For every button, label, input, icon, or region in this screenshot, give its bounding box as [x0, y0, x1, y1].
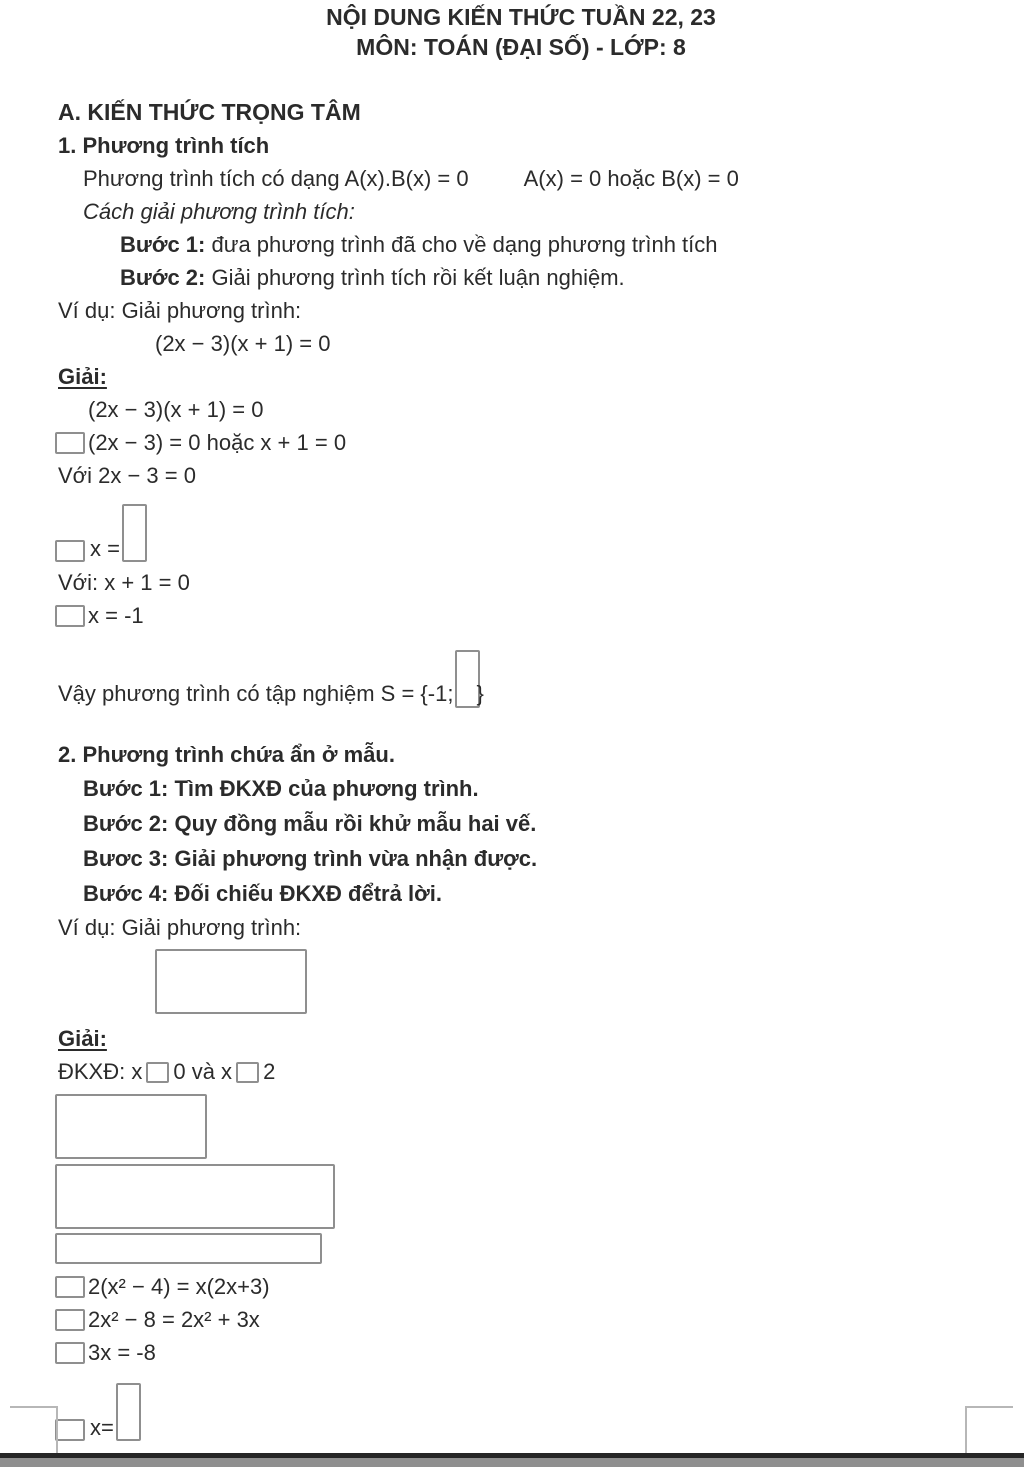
conclusion-row — [58, 650, 984, 708]
transform-line-1 — [55, 1270, 984, 1303]
conclusion-suffix: } — [476, 681, 484, 706]
next-page-corner-right — [965, 1406, 1013, 1455]
dkxd-line — [58, 1055, 984, 1088]
case1-result-row — [55, 504, 984, 562]
case1-line: Với 2x − 3 = 0 — [58, 463, 196, 488]
product-form-line — [83, 162, 984, 195]
step-label: Bước 1: — [120, 232, 206, 257]
page-divider-bar — [0, 1453, 1024, 1467]
page-header — [58, 2, 984, 62]
symbol-placeholder-box — [55, 540, 85, 562]
example-equation-1: (2x − 3)(x + 1) = 0 — [155, 331, 331, 356]
step-label: Bước 2: — [120, 265, 206, 290]
step-text: đưa phương trình đã cho về dạng phương trình tích — [205, 232, 718, 257]
symbol-placeholder-box — [55, 1276, 85, 1298]
symbol-placeholder-box — [55, 1309, 85, 1331]
document-title: NỘI DUNG KIẾN THỨC TUẦN 22, 23 — [326, 4, 716, 30]
product-form-right: A(x) = 0 hoặc B(x) = 0 — [523, 166, 739, 191]
symbol-placeholder-box — [55, 605, 85, 627]
symbol-placeholder-box — [55, 432, 85, 454]
solution-eq-line-2 — [55, 426, 984, 459]
case2-result-text: x = -1 — [88, 603, 144, 628]
fraction-placeholder-box — [122, 504, 147, 562]
product-form-left: Phương trình tích có dạng A(x).B(x) = 0 — [83, 166, 469, 191]
work-placeholder-box-1 — [55, 1094, 207, 1159]
eq-text: 2x² − 8 = 2x² + 3x — [88, 1307, 260, 1332]
part1-heading: 1. Phương trình tích — [58, 133, 270, 158]
solution-heading-1: Giải: — [58, 364, 107, 389]
method-intro: Cách giải phương trình tích: — [83, 199, 355, 224]
next-page-corner-left — [10, 1406, 58, 1455]
work-placeholder-box-2 — [55, 1164, 335, 1229]
example-intro-2: Ví dụ: Giải phương trình: — [58, 915, 302, 940]
transform-line-3 — [55, 1336, 984, 1369]
example-intro-1: Ví dụ: Giải phương trình: — [58, 298, 302, 323]
condition-placeholder-box-2 — [236, 1062, 259, 1083]
eq-text: 3x = -8 — [88, 1340, 156, 1365]
part1-step-2 — [120, 261, 984, 294]
conclusion-prefix: Vậy phương trình có tập nghiệm S = {-1; — [58, 681, 454, 706]
work-placeholder-box-3 — [55, 1233, 322, 1264]
dkxd-mid: 0 và x — [173, 1059, 233, 1084]
document-subtitle: MÔN: TOÁN (ĐẠI SỐ) - LỚP: 8 — [356, 34, 686, 60]
solution-heading-2: Giải: — [58, 1026, 107, 1051]
equation-placeholder-box — [155, 949, 307, 1014]
symbol-placeholder-box — [55, 1419, 85, 1441]
part2-step-4: Bước 4: Đối chiếu ĐKXĐ đểtrả lời. — [83, 881, 442, 906]
transform-line-2 — [55, 1303, 984, 1336]
condition-placeholder-box-1 — [146, 1062, 169, 1083]
part2-step-2: Bước 2: Quy đồng mẫu rồi khử mẫu hai vế. — [83, 811, 537, 836]
fraction-placeholder-box — [116, 1383, 141, 1441]
result-prefix: x= — [90, 1415, 114, 1440]
case2-line: Với: x + 1 = 0 — [58, 570, 190, 595]
part2-step-3: Bươc 3: Giải phương trình vừa nhận được. — [83, 846, 538, 871]
solution-eq-line-1: (2x − 3)(x + 1) = 0 — [88, 397, 264, 422]
part2-heading: 2. Phương trình chứa ẩn ở mẫu. — [58, 742, 395, 767]
case2-result-row — [55, 599, 984, 632]
step-text: Giải phương trình tích rồi kết luận nghiệm. — [205, 265, 625, 290]
final-result-row — [55, 1383, 984, 1441]
dkxd-prefix: ĐKXĐ: x — [58, 1059, 143, 1084]
eq-text: (2x − 3) = 0 hoặc x + 1 = 0 — [88, 430, 347, 455]
dkxd-suffix: 2 — [263, 1059, 276, 1084]
section-a-heading: A. KIẾN THỨC TRỌNG TÂM — [58, 99, 361, 125]
eq-text: 2(x² − 4) = x(2x+3) — [88, 1274, 270, 1299]
case1-result-prefix: x = — [90, 536, 120, 561]
part1-step-1 — [120, 228, 984, 261]
part2-step-1: Bước 1: Tìm ĐKXĐ của phương trình. — [83, 776, 479, 801]
symbol-placeholder-box — [55, 1342, 85, 1364]
